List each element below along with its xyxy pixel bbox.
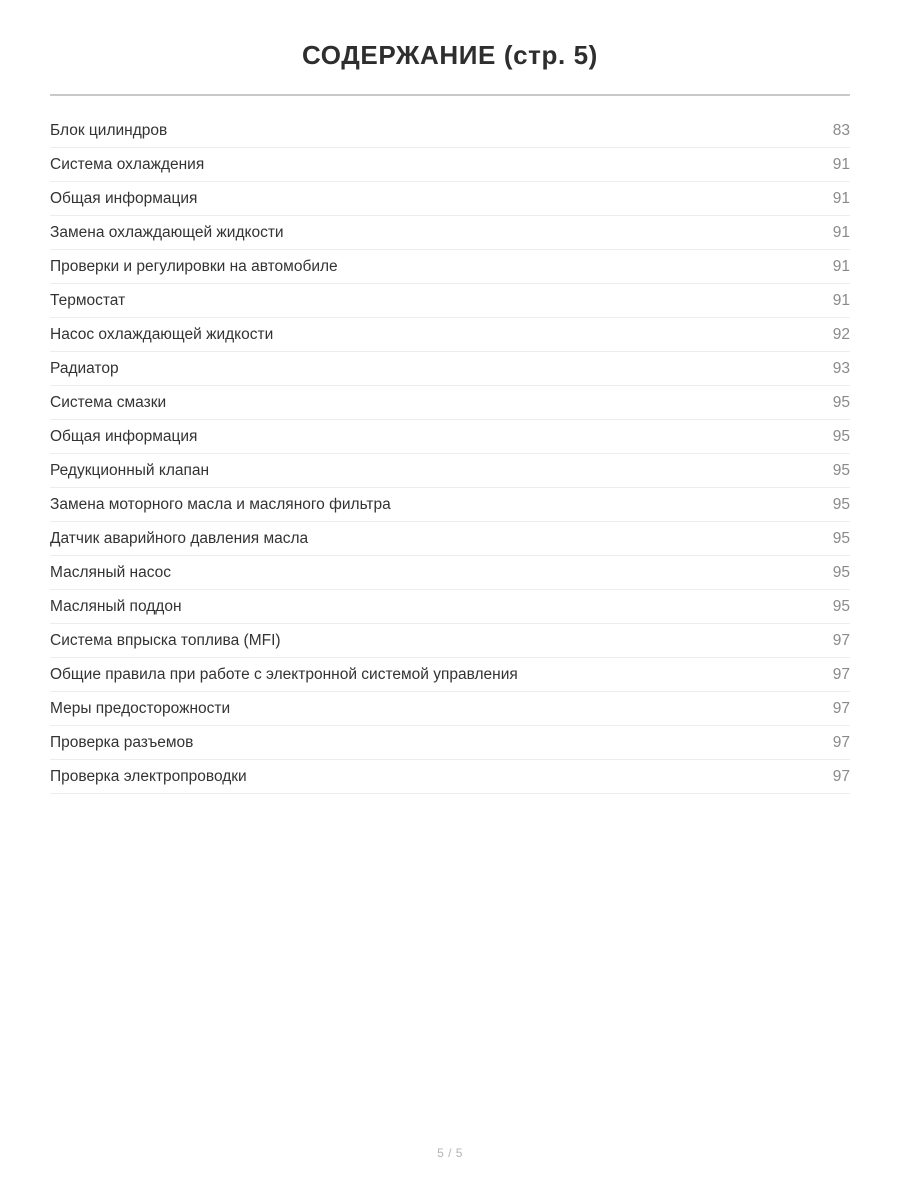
toc-entry[interactable] xyxy=(50,760,850,794)
toc-entry-page-number: 97 xyxy=(832,632,850,649)
toc-entry[interactable] xyxy=(50,182,850,216)
toc-entry[interactable] xyxy=(50,454,850,488)
toc-entry-page-number: 83 xyxy=(832,122,850,139)
toc-entry-label: Система впрыска топлива (MFI) xyxy=(50,632,281,649)
toc-entry[interactable] xyxy=(50,114,850,148)
toc-entry[interactable] xyxy=(50,216,850,250)
toc-entry-page-number: 95 xyxy=(832,564,850,581)
toc-entry[interactable] xyxy=(50,420,850,454)
toc-entry-page-number: 91 xyxy=(832,258,850,275)
toc-entry-label: Насос охлаждающей жидкости xyxy=(50,326,274,343)
toc-entry[interactable] xyxy=(50,624,850,658)
toc-entry[interactable] xyxy=(50,488,850,522)
toc-entry[interactable] xyxy=(50,250,850,284)
toc-entry-page-number: 95 xyxy=(832,530,850,547)
toc-entry-page-number: 91 xyxy=(832,224,850,241)
table-of-contents-list xyxy=(50,114,850,794)
toc-entry-page-number: 95 xyxy=(832,496,850,513)
toc-entry[interactable] xyxy=(50,352,850,386)
toc-entry-label: Замена моторного масла и масляного фильтра xyxy=(50,496,391,513)
toc-entry-page-number: 97 xyxy=(832,666,850,683)
toc-entry-label: Общие правила при работе с электронной системой управления xyxy=(50,666,518,683)
toc-entry[interactable] xyxy=(50,522,850,556)
toc-entry-page-number: 97 xyxy=(832,734,850,751)
toc-entry-label: Общая информация xyxy=(50,190,198,207)
toc-entry-page-number: 95 xyxy=(832,462,850,479)
toc-entry-page-number: 91 xyxy=(832,190,850,207)
title-divider xyxy=(50,94,850,96)
toc-entry-page-number: 97 xyxy=(832,700,850,717)
page-title: СОДЕРЖАНИЕ (стр. 5) xyxy=(302,40,598,70)
toc-entry[interactable] xyxy=(50,726,850,760)
toc-entry[interactable] xyxy=(50,590,850,624)
toc-entry[interactable] xyxy=(50,386,850,420)
toc-entry-page-number: 91 xyxy=(832,292,850,309)
toc-entry[interactable] xyxy=(50,692,850,726)
toc-entry-label: Блок цилиндров xyxy=(50,122,168,139)
toc-entry[interactable] xyxy=(50,318,850,352)
toc-entry-page-number: 95 xyxy=(832,428,850,445)
toc-entry-label: Замена охлаждающей жидкости xyxy=(50,224,284,241)
toc-entry-label: Термостат xyxy=(50,292,126,309)
toc-entry-label: Общая информация xyxy=(50,428,198,445)
toc-entry-page-number: 91 xyxy=(832,156,850,173)
toc-entry-page-number: 93 xyxy=(832,360,850,377)
toc-entry[interactable] xyxy=(50,284,850,318)
toc-entry-page-number: 97 xyxy=(832,768,850,785)
toc-entry-label: Проверки и регулировки на автомобиле xyxy=(50,258,338,275)
toc-entry[interactable] xyxy=(50,556,850,590)
toc-entry-page-number: 92 xyxy=(832,326,850,343)
toc-entry-label: Проверка электропроводки xyxy=(50,768,247,785)
toc-entry-page-number: 95 xyxy=(832,394,850,411)
toc-entry-label: Масляный поддон xyxy=(50,598,182,615)
toc-entry-label: Радиатор xyxy=(50,360,119,377)
toc-entry-label: Проверка разъемов xyxy=(50,734,194,751)
toc-entry-label: Меры предосторожности xyxy=(50,700,231,717)
page-footer: 5 / 5 xyxy=(437,1146,463,1160)
toc-entry[interactable] xyxy=(50,658,850,692)
toc-entry-label: Датчик аварийного давления масла xyxy=(50,530,309,547)
toc-entry-label: Система смазки xyxy=(50,394,167,411)
toc-entry-label: Масляный насос xyxy=(50,564,172,581)
toc-entry[interactable] xyxy=(50,148,850,182)
toc-entry-label: Система охлаждения xyxy=(50,156,205,173)
content-spacer xyxy=(0,794,900,1146)
toc-entry-page-number: 95 xyxy=(832,598,850,615)
toc-entry-label: Редукционный клапан xyxy=(50,462,210,479)
